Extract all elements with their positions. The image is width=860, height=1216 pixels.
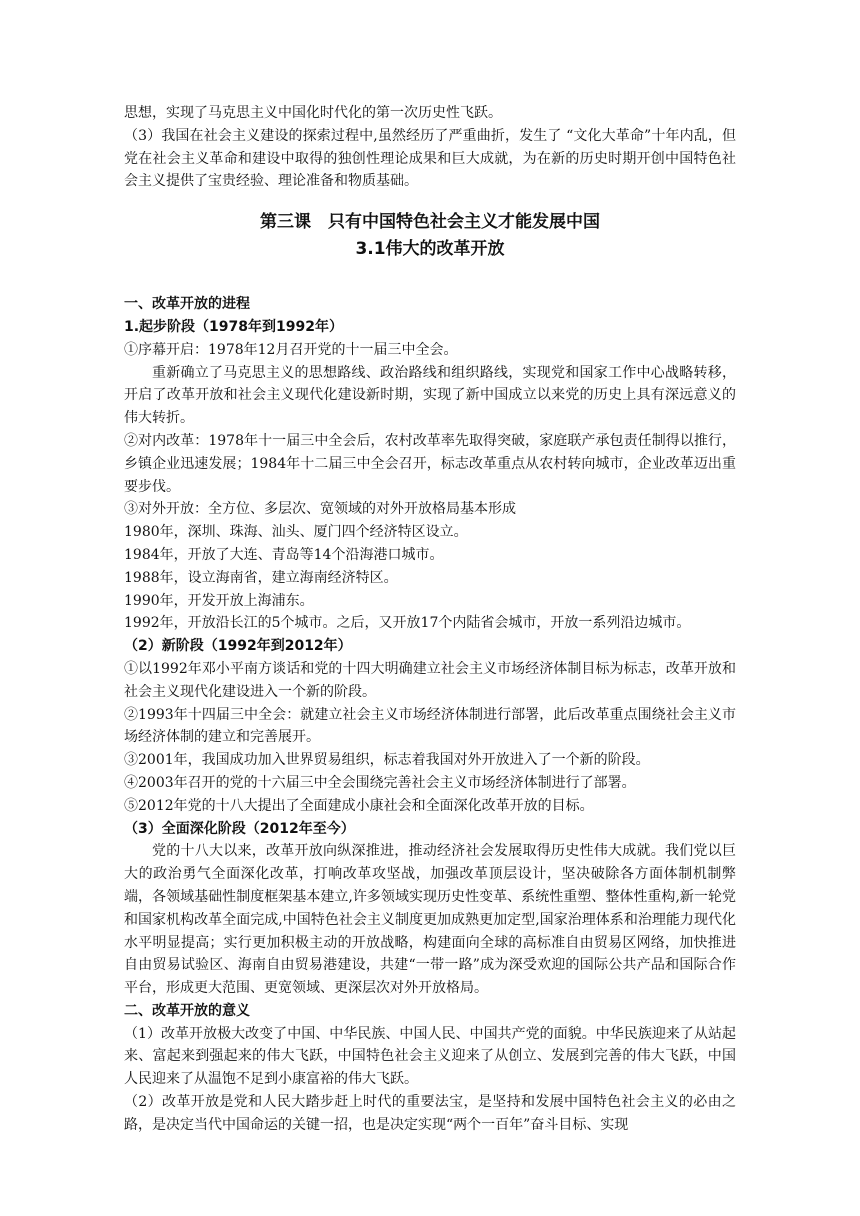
lesson-title-block (124, 209, 736, 263)
paragraph: ①序幕开启：1978年12月召开党的十一届三中全会。 (124, 341, 458, 358)
lesson-title: 第三课 只有中国特色社会主义才能发展中国 (260, 212, 600, 233)
paragraph: ③对外开放：全方位、多层次、宽领域的对外开放格局基本形成 (124, 501, 516, 518)
timeline-item: 1992年，开放沿长江的5个城市。之后，又开放17个内陆省会城市，开放一系列沿边城市。 (124, 615, 691, 632)
paragraph: ④2003年召开的党的十六届三中全会围绕完善社会主义市场经济体制进行了部署。 (124, 774, 636, 791)
paragraph: ②对内改革：1978年十一届三中全会后，农村改革率先取得突破，家庭联产承包责任制得以推行，乡镇企业迅速发展；1984年十二届三中全会召开，标志改革重点从农村转向城市，企业改革迈出重要步伐。 (124, 432, 736, 495)
paragraph: （1）改革开放极大改变了中国、中华民族、中国人民、中国共产党的面貌。中华民族迎来了从站起来、富起来到强起来的伟大飞跃，中国特色社会主义迎来了从创立、发展到完善的伟大飞跃，中国人民迎来了从温饱不足到小康富裕的伟大飞跃。 (124, 1025, 736, 1088)
section-heading: 二、改革开放的意义 (124, 1002, 250, 1019)
timeline-item: 1984年，开放了大连、青岛等14个沿海港口城市。 (124, 546, 444, 563)
paragraph: ③2001年，我国成功加入世界贸易组织，标志着我国对外开放进入了一个新的阶段。 (124, 752, 650, 769)
paragraph: 思想，实现了马克思主义中国化时代化的第一次历史性飞跃。 (124, 105, 502, 121)
paragraph: （3）我国在社会主义建设的探索过程中,虽然经历了严重曲折，发生了 “文化大革命”十年内乱，但党在社会主义革命和建设中取得的独创性理论成果和巨大成就，为在新的历史时期开创中国特色社会主义提供了宝贵经验、理论准备和物质基础。 (124, 127, 736, 190)
timeline-item: 1988年，设立海南省，建立海南经济特区。 (124, 569, 398, 586)
subsection-heading: （2）新阶段（1992年到2012年） (124, 638, 352, 655)
subsection-heading: （3）全面深化阶段（2012年至今） (124, 820, 355, 837)
paragraph: 党的十八大以来，改革开放向纵深推进，推动经济社会发展取得历史性伟大成就。我们党以巨大的政治勇气全面深化改革，打响改革攻坚战，加强改革顶层设计，坚决破除各方面体制机制弊端，各领域基础性制度框架基本建立,许多领域实现历史性变革、系统性重塑、整体性重构,新一轮党和国家机构改革全面完成,中国特色社会主义制度更加成熟更加定型,国家治理体系和治理能力现代化水平明显提高；实行更加积极主动的开放战略，构建面向全球的高标准自由贸易区网络，加快推进自由贸易试验区、海南自由贸易港建设，共建“一带一路”成为深受欢迎的国际公共产品和国际合作平台，形成更大范围、更宽领域、更深层次对外开放格局。 (124, 843, 736, 997)
paragraph: ①以1992年邓小平南方谈话和党的十四大明确建立社会主义市场经济体制目标为标志，改革开放和社会主义现代化建设进入一个新的阶段。 (124, 660, 736, 700)
timeline-item: 1980年，深圳、珠海、汕头、厦门四个经济特区设立。 (124, 524, 468, 541)
timeline-item: 1990年，开发开放上海浦东。 (124, 592, 314, 609)
section-title: 3.1伟大的改革开放 (355, 239, 505, 260)
section-heading: 一、改革开放的进程 (124, 296, 250, 313)
paragraph: （2）改革开放是党和人民大踏步赶上时代的重要法宝，是坚持和发展中国特色社会主义的必由之路，是决定当代中国命运的关键一招，也是决定实现“两个一百年”奋斗目标、实现 (124, 1094, 736, 1133)
paragraph: ⑤2012年党的十八大提出了全面建成小康社会和全面深化改革开放的目标。 (124, 797, 594, 814)
subsection-heading: 1.起步阶段（1978年到1992年） (124, 318, 343, 335)
paragraph: 重新确立了马克思主义的思想路线、政治路线和组织路线，实现党和国家工作中心战略转移，开启了改革开放和社会主义现代化建设新时期，实现了新中国成立以来党的历史上具有深远意义的伟大转折。 (124, 364, 736, 427)
paragraph: ②1993年十四届三中全会：就建立社会主义市场经济体制进行部署，此后改革重点围绕社会主义市场经济体制的建立和完善展开。 (124, 706, 736, 746)
